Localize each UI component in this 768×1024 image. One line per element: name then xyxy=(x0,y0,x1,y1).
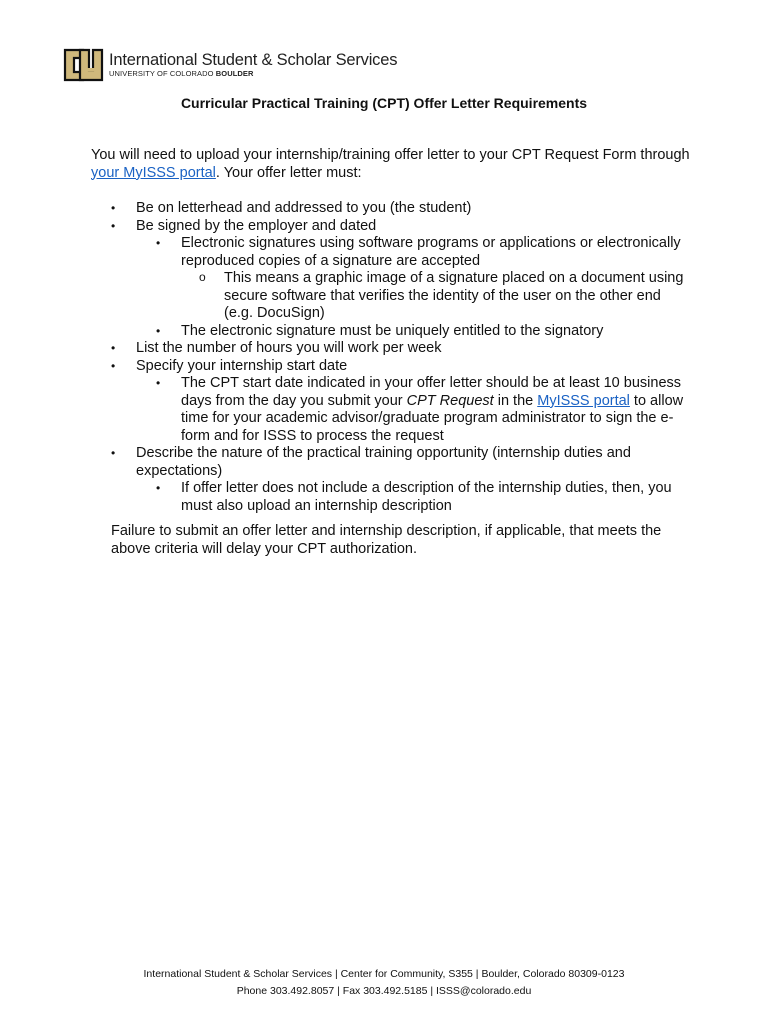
sub-sub-list-item: o This means a graphic image of a signature placed on a document using secure software that verifies the identity of the user on the other end (e.g. DocuSign) xyxy=(181,270,691,323)
university-name: UNIVERSITY OF COLORADO BOULDER xyxy=(109,69,254,78)
sub-list-item: • Electronic signatures using software programs or applications or electronically reproduced copies of a signature are accepted o This means a graphic image of a signature placed on a document using secure software that verifies the identity of the user on the other end (e.g. DocuSign) xyxy=(136,235,691,323)
myisss-portal-link[interactable]: your MyISSS portal xyxy=(91,164,216,181)
list-item: • Be signed by the employer and dated • Electronic signatures using software programs or applications or electronically reproduced copies of a signature are accepted o This means a graphic image of a signature placed on a document using secure software that verifies the identity of the user on the other end (e.g. DocuSign) • The electronic signature must be uniquely entitled to the signatory xyxy=(91,218,691,341)
sub-list-item: • The CPT start date indicated in your offer letter should be at least 10 business days from the day you submit your CPT Request in the MyISSS portal to allow time for your academic advisor/graduate program administrator to sign the e-form and for ISSS to process the request xyxy=(136,375,691,445)
intro-paragraph: You will need to upload your internship/training offer letter to your CPT Request Form through your MyISSS portal. Your offer letter must: xyxy=(91,147,690,181)
list-item: • Specify your internship start date • The CPT start date indicated in your offer letter should be at least 10 business days from the day you submit your CPT Request in the MyISSS portal to allow time for your academic advisor/graduate program administrator to sign the e-form and for ISSS to process the request xyxy=(91,358,691,446)
myisss-portal-link-2[interactable]: MyISSS portal xyxy=(537,392,630,409)
sub-list xyxy=(136,235,691,340)
footer-address: International Student & Scholar Services | Center for Community, S355 | Boulder, Colorado 80309-0123 xyxy=(143,968,625,980)
list-item: • Describe the nature of the practical training opportunity (internship duties and expectations) • If offer letter does not include a description of the internship duties, then, you must also upload an internship description xyxy=(91,445,691,515)
requirements-list xyxy=(91,200,691,515)
closing-paragraph: Failure to submit an offer letter and internship description, if applicable, that meets the above criteria will delay your CPT authorization. xyxy=(111,523,662,557)
list-item: • List the number of hours you will work per week xyxy=(91,340,691,358)
sub-list xyxy=(136,375,691,445)
footer xyxy=(0,966,768,1000)
sub-sub-list xyxy=(181,270,691,323)
org-name: International Student & Scholar Services xyxy=(109,51,398,69)
list-item: • Be on letterhead and addressed to you (the student) xyxy=(91,200,691,218)
footer-contact: Phone 303.492.8057 | Fax 303.492.5185 | ISSS@colorado.edu xyxy=(236,985,532,997)
sub-list-item: • The electronic signature must be uniquely entitled to the signatory xyxy=(136,323,691,341)
cu-logo xyxy=(62,44,104,86)
letterhead xyxy=(62,44,397,86)
sub-list-item: • If offer letter does not include a description of the internship duties, then, you must also upload an internship description xyxy=(136,480,691,515)
document-body xyxy=(91,147,691,558)
page-title: Curricular Practical Training (CPT) Offer Letter Requirements xyxy=(180,95,588,111)
sub-list xyxy=(136,480,691,515)
